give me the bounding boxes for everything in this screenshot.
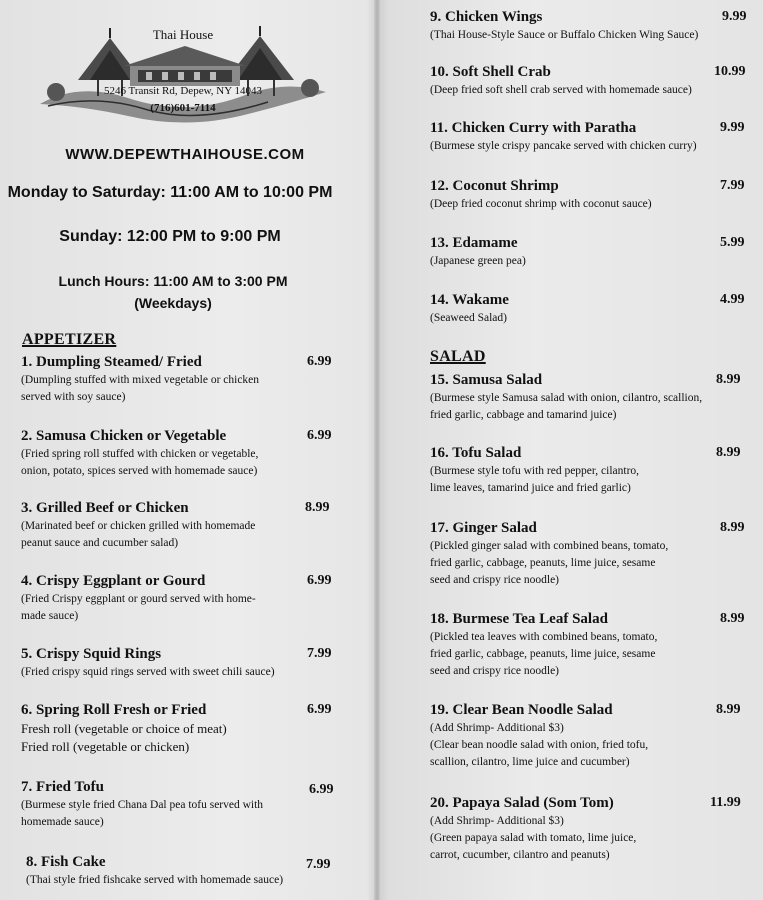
menu-item [430,235,750,270]
item-desc-line: (Thai style fried fishcake served with homemade sauce) [26,874,284,886]
item-desc-line: (Burmese style fried Chana Dal pea tofu served with [21,799,264,811]
menu-item [430,520,760,589]
item-title: 11. Chicken Curry with Paratha [430,120,637,136]
item-title: 7. Fried Tofu [21,779,104,795]
menu-item [21,702,341,756]
item-desc-line: seed and crispy rice noodle) [430,574,560,586]
menu-item [430,178,750,213]
item-title: 4. Crispy Eggplant or Gourd [21,573,206,589]
item-title: 13. Edamame [430,235,518,251]
item-desc-line: lime leaves, tamarind juice and fried garlic) [430,482,631,494]
item-price: 8.99 [716,702,741,717]
menu-item [21,779,341,831]
item-desc-line: (Deep fried coconut shrimp with coconut sauce) [430,198,652,210]
item-title: 19. Clear Bean Noodle Salad [430,702,613,718]
item-description [430,390,760,424]
left-column [0,0,370,900]
menu-item [430,372,760,424]
item-title: 16. Tofu Salad [430,445,522,461]
item-price: 10.99 [714,64,746,79]
menu-item [430,611,760,680]
item-description [21,797,341,831]
website-link[interactable]: WWW.DEPEWTHAIHOUSE.COM [65,146,305,163]
menu-item [21,646,341,681]
restaurant-address: 5246 Transit Rd, Depew, NY 14043 [103,85,263,97]
item-description [430,310,750,327]
item-description [430,27,750,44]
menu-item [430,445,760,497]
item-description [430,813,760,864]
item-price: 6.99 [309,782,334,797]
item-desc-line: (Green papaya salad with tomato, lime juice, [430,832,637,844]
item-desc-line: peanut sauce and cucumber salad) [21,537,179,549]
item-desc-line: (Add Shrimp- Additional $3) [430,815,564,827]
item-desc-line: fried garlic, cabbage, peanuts, lime juice, sesame [430,557,656,569]
lunch-hours-note: (Weekdays) [134,295,212,311]
item-desc-line: homemade sauce) [21,816,104,828]
item-desc-line: onion, potato, spices served with homemade sauce) [21,465,258,477]
item-title: 17. Ginger Salad [430,520,537,536]
item-title: 20. Papaya Salad (Som Tom) [430,795,614,811]
item-desc-line: served with soy sauce) [21,391,126,403]
item-price: 8.99 [305,500,330,515]
item-desc-line: (Pickled tea leaves with combined beans, tomato, [430,631,658,643]
item-price: 7.99 [720,178,745,193]
item-desc-line: seed and crispy rice noodle) [430,665,560,677]
menu-item [430,64,750,99]
restaurant-name: Thai House [152,27,214,42]
item-description [26,872,346,889]
item-description [430,253,750,270]
item-desc-line: fried garlic, cabbage, peanuts, lime juice, sesame [430,648,656,660]
menu-item [430,292,750,327]
item-price: 6.99 [307,428,332,443]
item-desc-line: carrot, cucumber, cilantro and peanuts) [430,849,610,861]
menu-item [430,9,750,44]
item-desc-line: (Japanese green pea) [430,255,526,267]
item-price: 9.99 [722,9,747,24]
item-title: 8. Fish Cake [26,854,106,870]
item-description [21,372,341,406]
menu-item [21,573,341,625]
item-title: 10. Soft Shell Crab [430,64,551,80]
item-description [430,196,750,213]
item-desc-line: (Burmese style Samusa salad with onion, cilantro, scallion, [430,392,703,404]
menu-item [430,795,760,864]
item-description [430,82,750,99]
item-title: 18. Burmese Tea Leaf Salad [430,611,608,627]
item-title: 12. Coconut Shrimp [430,178,559,194]
item-desc-line: (Burmese style tofu with red pepper, cilantro, [430,465,640,477]
item-desc-line: Fried roll (vegetable or chicken) [21,739,190,754]
item-desc-line: (Deep fried soft shell crab served with homemade sauce) [430,84,692,96]
item-price: 4.99 [720,292,745,307]
item-desc-line: (Pickled ginger salad with combined beans, tomato, [430,540,669,552]
item-price: 9.99 [720,120,745,135]
item-title: 2. Samusa Chicken or Vegetable [21,428,227,444]
item-desc-line: (Fried crispy squid rings served with sweet chili sauce) [21,666,275,678]
item-desc-line: (Clear bean noodle salad with onion, fried tofu, [430,739,649,751]
item-desc-line: (Fried Crispy eggplant or gourd served with home- [21,593,256,605]
item-desc-line: (Fried spring roll stuffed with chicken or vegetable, [21,448,259,460]
item-price: 8.99 [720,520,745,535]
item-price: 6.99 [307,573,332,588]
item-price: 11.99 [710,795,741,810]
item-desc-line: (Seaweed Salad) [430,312,507,324]
item-desc-line: made sauce) [21,610,79,622]
restaurant-logo [38,22,328,130]
item-description [21,518,341,552]
item-price: 6.99 [307,354,332,369]
hours-weekday: Monday to Saturday: 11:00 AM to 10:00 PM [7,184,333,201]
lunch-hours [0,270,346,314]
menu-item [430,702,760,771]
item-title: 6. Spring Roll Fresh or Fried [21,702,207,718]
item-title: 15. Samusa Salad [430,372,543,388]
item-price: 8.99 [716,445,741,460]
item-description [430,138,750,155]
item-desc-line: scallion, cilantro, lime juice and cucumber) [430,756,630,768]
page-fold [374,0,380,900]
salad-heading: SALAD [430,348,486,365]
item-price: 8.99 [716,372,741,387]
menu-item [21,354,341,406]
item-price: 6.99 [307,702,332,717]
item-desc-line: (Burmese style crispy pancake served with chicken curry) [430,140,697,152]
item-description [21,591,341,625]
hours-sunday: Sunday: 12:00 PM to 9:00 PM [59,228,281,245]
item-desc-line: (Add Shrimp- Additional $3) [430,722,564,734]
item-description [21,664,341,681]
item-title: 3. Grilled Beef or Chicken [21,500,189,516]
item-price: 8.99 [720,611,745,626]
item-price: 5.99 [720,235,745,250]
item-desc-line: (Thai House-Style Sauce or Buffalo Chicken Wing Sauce) [430,29,699,41]
item-title: 14. Wakame [430,292,509,308]
item-desc-line: Fresh roll (vegetable or choice of meat) [21,721,227,736]
right-column [384,0,763,900]
item-desc-line: fried garlic, cabbage and tamarind juice) [430,409,617,421]
menu-item [430,120,750,155]
item-description [430,463,760,497]
item-desc-line: (Marinated beef or chicken grilled with homemade [21,520,256,532]
menu-item [26,854,346,889]
restaurant-phone: (716)601-7114 [150,102,216,114]
item-description [430,629,760,680]
menu-item [21,500,341,552]
item-price: 7.99 [307,646,332,661]
menu-item [21,428,341,480]
item-title: 9. Chicken Wings [430,9,543,25]
item-price: 7.99 [306,857,331,872]
lunch-hours-text: Lunch Hours: 11:00 AM to 3:00 PM [58,273,288,289]
item-desc-line: (Dumpling stuffed with mixed vegetable or chicken [21,374,260,386]
item-title: 5. Crispy Squid Rings [21,646,162,662]
item-description [21,720,341,756]
item-description [430,538,760,589]
item-description [21,446,341,480]
item-description [430,720,760,771]
item-title: 1. Dumpling Steamed/ Fried [21,354,202,370]
appetizer-heading: APPETIZER [22,331,117,348]
